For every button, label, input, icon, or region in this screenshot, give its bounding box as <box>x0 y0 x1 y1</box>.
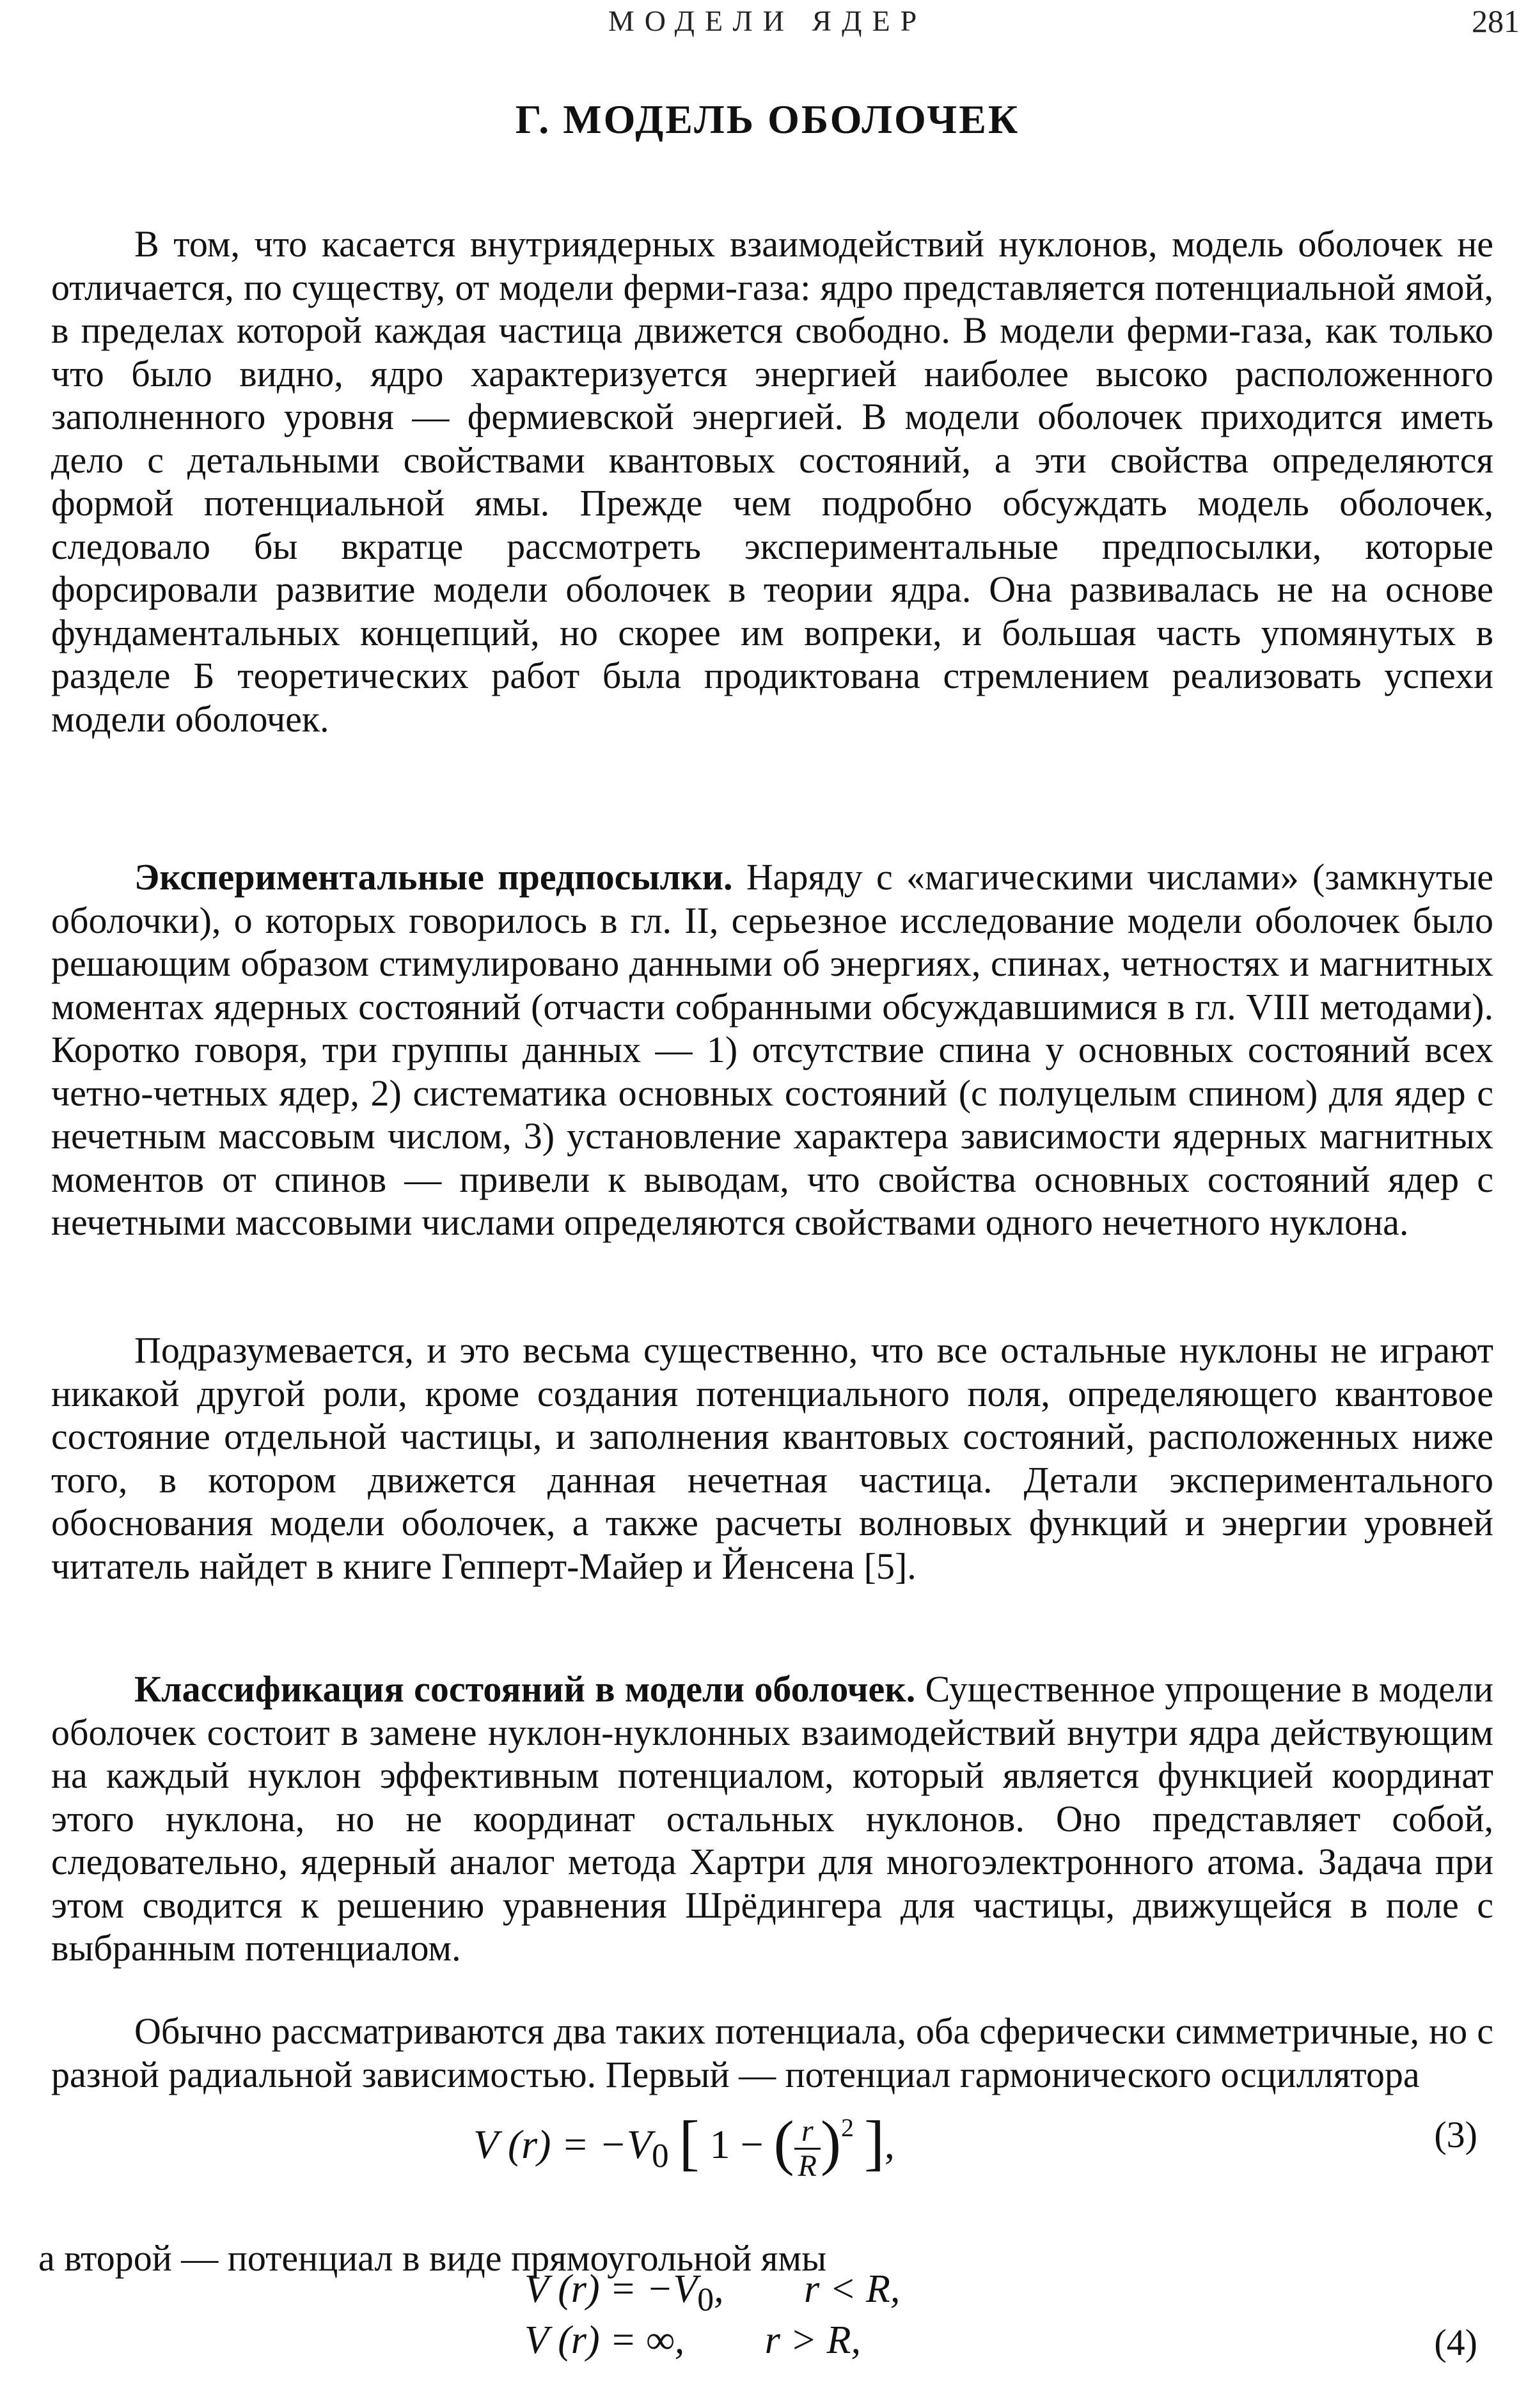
eq3-lhs: V (r) = −V <box>473 2122 652 2167</box>
paragraph-intro: В том, что касается внутриядерных взаимодействий нуклонов, модель оболочек не отличается, по существу, от модели ферми-газа: ядро представляется потенциальной ямой, в пределах которой каждая частица движется свободно. В модели ферми-газа, как только что было видно, ядро характеризуется энергией наиболее высоко расположенного заполненного уровня — фермиевской энергией. В модели оболочек приходится иметь дело с детальными свойствами квантовых состояний, а эти свойства определяются формой потенциальной ямы. Прежде чем подробно обсуждать модель оболочек, следовало бы вкратце рассмотреть экспериментальные предпосылки, которые форсировали развитие модели оболочек в теории ядра. Она развивалась не на основе фундаментальных концепций, но скорее им вопреки, и большая часть упомянутых в разделе Б теоретических работ была продиктована стремлением реализовать успехи модели оболочек. <box>51 223 1493 740</box>
paragraph-experimental-text: Наряду с «магическими числами» (замкнутые оболочки), о которых говорилось в гл. II, серьезное исследование модели оболочек было решающим образом стимулировано данными об энергиях, спинах, четностях и магнитных моментах ядерных состояний (отчасти собранными обсуждавшимися в гл. VIII методами). Коротко говоря, три группы данных — 1) отсутствие спина у основных состояний всех четно-четных ядер, 2) систематика основных состояний (с полуцелым спином) для ядер с нечетным массовым числом, 3) установление характера зависимости ядерных магнитных моментов от спинов — привели к выводам, что свойства основных состояний ядер с нечетными массовыми числами определяются свойствами одного нечетного нуклона. <box>51 856 1493 1243</box>
eq4-line1-condition: r < R, <box>804 2267 901 2311</box>
equation-4 <box>524 2267 900 2369</box>
running-head: МОДЕЛИ ЯДЕР <box>608 4 927 37</box>
eq3-paren-close: ) <box>820 2108 841 2177</box>
eq4-line1-expr: V (r) = −V <box>524 2267 698 2311</box>
eq3-denominator: R <box>798 2148 817 2183</box>
eq3-tail: , <box>884 2122 895 2167</box>
section-title: Г. МОДЕЛЬ ОБОЛОЧЕК <box>515 97 1020 142</box>
equation-number-4: (4) <box>1434 2322 1477 2363</box>
run-in-heading-experimental: Экспериментальные предпосылки. <box>134 856 733 898</box>
eq4-line2-expr: V (r) = ∞, <box>524 2318 685 2362</box>
paragraph-potentials: Обычно рассматриваются два таких потенциала, оба сферически симметричные, но с разной радиальной зависимостью. Первый — потенциал гармонического осциллятора <box>51 2010 1493 2095</box>
eq4-line1-tail: , <box>714 2267 724 2311</box>
paragraph-classification <box>51 1668 1493 1970</box>
page-number: 281 <box>1472 3 1520 39</box>
eq3-bracket-close: ] <box>863 2108 885 2177</box>
equation-number-3: (3) <box>1434 2114 1477 2155</box>
eq4-line1-subscript: 0 <box>697 2281 714 2318</box>
equation-3 <box>473 2107 895 2183</box>
paragraph-classification-text: Существенное упрощение в модели оболочек состоит в замене нуклон-нуклонных взаимодействий внутри ядра действующим на каждый нуклон эффективным потенциалом, который является функцией координат этого нуклона, но не координат остальных нуклонов. Оно представляет собой, следовательно, ядерный аналог метода Хартри для многоэлектронного атома. Задача при этом сводится к решению уравнения Шрёдингера для частицы, движущейся в поле с выбранным потенциалом. <box>51 1668 1493 1969</box>
eq3-fraction <box>794 2115 821 2183</box>
eq3-bracket-open: [ <box>679 2108 700 2177</box>
run-in-heading-classification: Классификация состояний в модели оболочек. <box>134 1668 916 1710</box>
paragraph-experimental <box>51 856 1493 1244</box>
eq4-line-1 <box>524 2267 900 2318</box>
eq4-line-2 <box>524 2318 900 2369</box>
paragraph-second: а второй — потенциал в виде прямоугольной ямы <box>38 2237 827 2279</box>
eq3-one: 1 − <box>709 2122 764 2167</box>
eq3-subscript: 0 <box>651 2136 669 2175</box>
eq3-paren-open: ( <box>773 2108 794 2177</box>
eq3-exponent: 2 <box>840 2113 854 2142</box>
eq4-line2-condition: r > R, <box>764 2318 862 2362</box>
eq3-numerator: r <box>794 2115 821 2150</box>
paragraph-implied: Подразумевается, и это весьма существенно, что все остальные нуклоны не играют никакой другой роли, кроме создания потенциального поля, определяющего квантовое состояние отдельной частицы, и заполнения квантовых состояний, расположенных ниже того, в котором движется данная нечетная частица. Детали экспериментального обоснования модели оболочек, а также расчеты волновых функций и энергии уровней читатель найдет в книге Гепперт-Майер и Йенсена [5]. <box>51 1329 1493 1587</box>
